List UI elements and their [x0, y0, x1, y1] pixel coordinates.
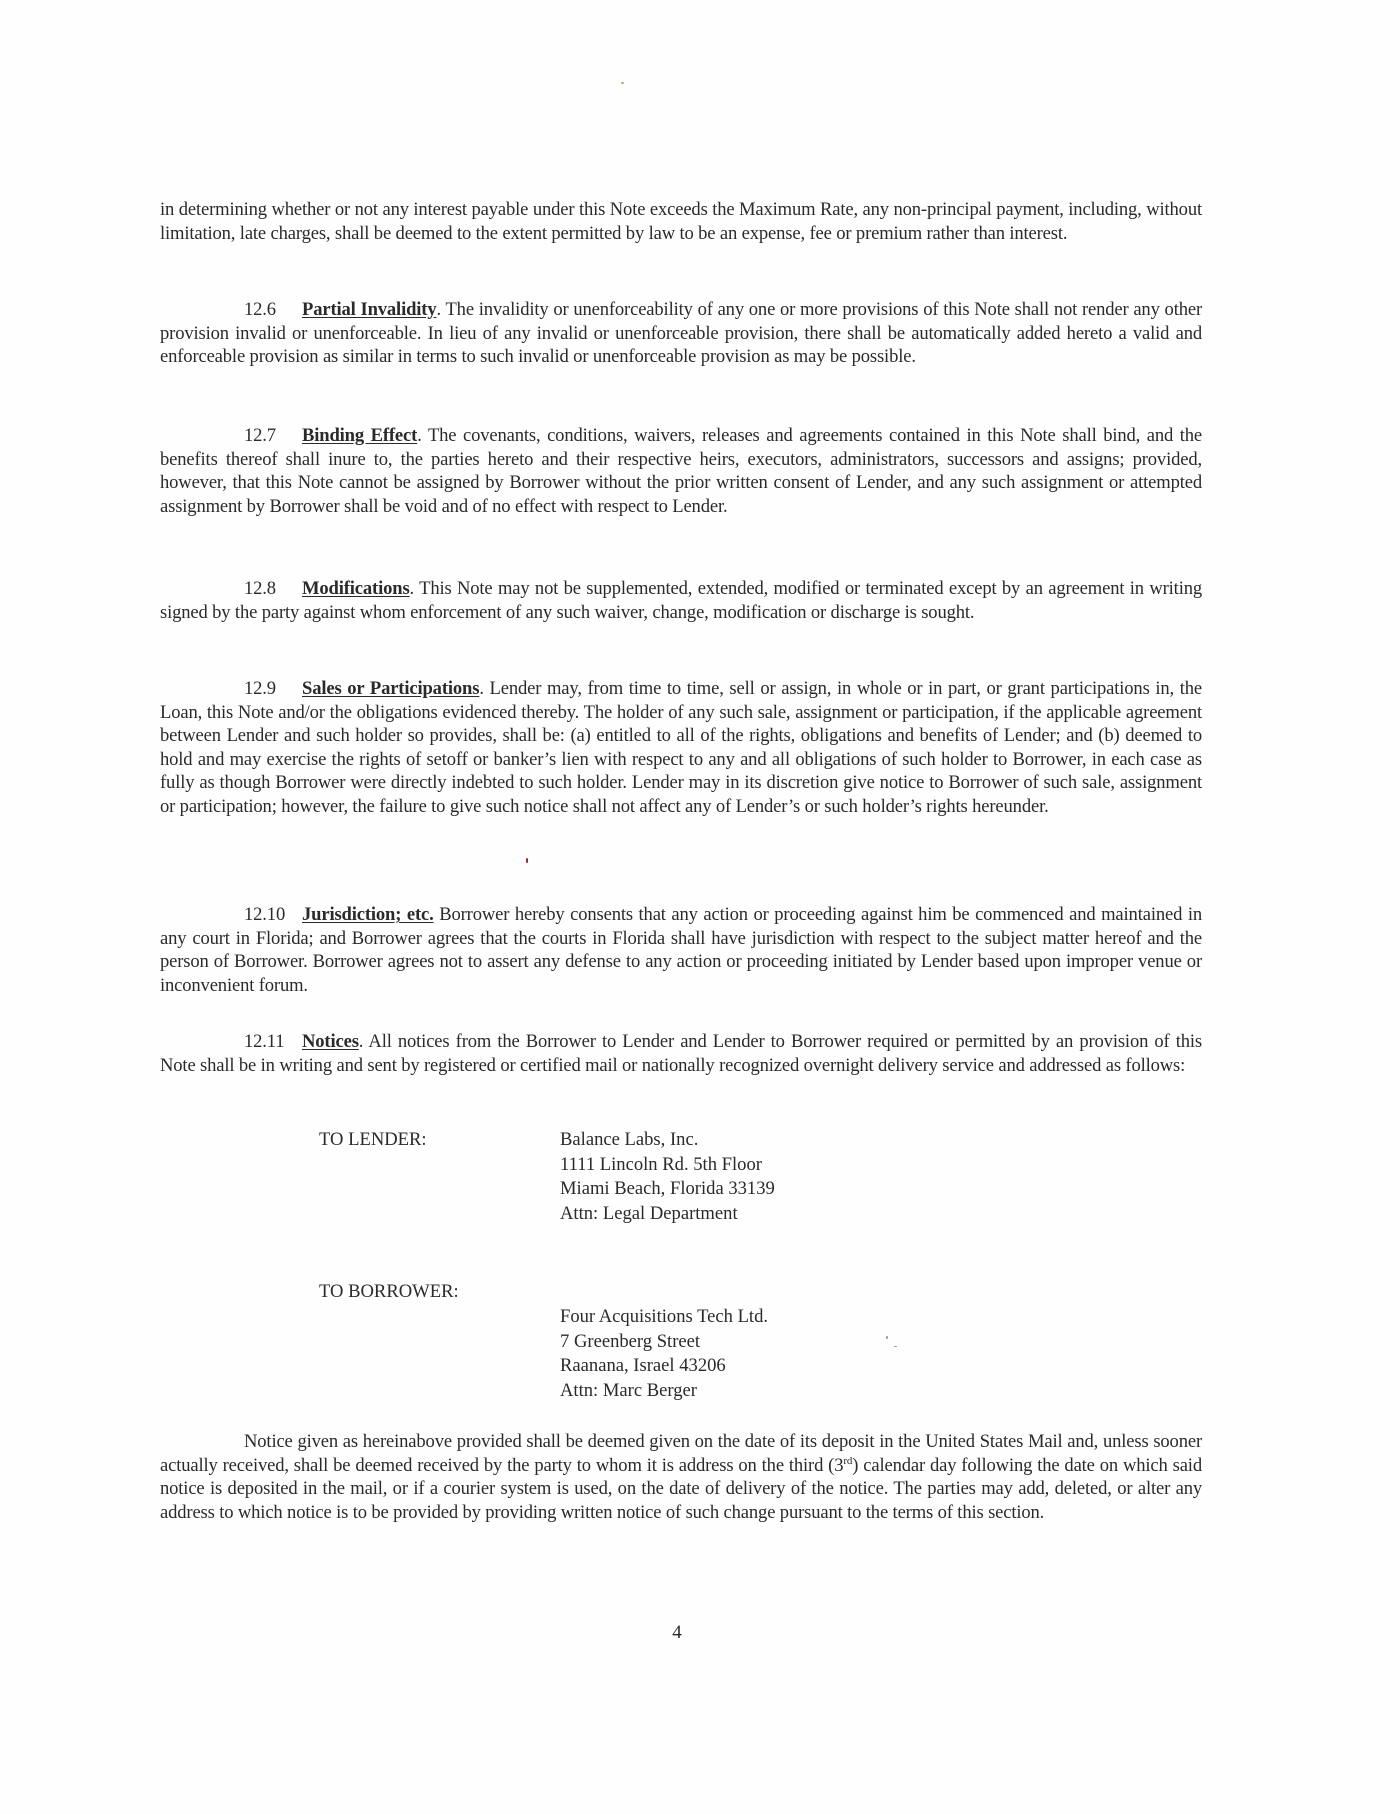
- section-number: 12.6: [244, 299, 276, 320]
- section-paragraph: [160, 298, 1202, 369]
- scan-speck: [886, 1336, 888, 1339]
- section-12-9: [160, 677, 1202, 843]
- section-title-punct: .: [417, 425, 422, 446]
- section-text: Lender may, from time to time, sell or assign, in whole or in part, or grant participations in, the Loan, this Note and/or the obligations evidenced thereby. The holder of any such sale, assignment or participation, if the applicable agreement between Lender and such holder so provides, shall be: (a) entitled to all of the rights, obligations and benefits of Lender; and (b) deemed to hold and may exercise the rights of setoff or banker’s lien with respect to any and all obligations of such holder to Borrower, in each case as fully as though Borrower were directly indebted to such holder. Lender may in its discretion give notice to Borrower of such sale, assignment or participation; however, the failure to give such notice shall not affect any of Lender’s or such holder’s rights hereunder.: [160, 678, 1202, 817]
- section-text: The invalidity or unenforceability of any one or more provisions of this Note shall not render any other provision invalid or unenforceable. In lieu of any invalid or unenforceable provision, there shall be automatically added hereto a valid and enforceable provision as similar in terms to such invalid or unenforceable provision as may be possible.: [160, 299, 1202, 368]
- scan-speck: [526, 858, 528, 863]
- section-12-10: [160, 903, 1202, 1021]
- section-title-punct: .: [358, 1031, 364, 1052]
- lender-attn: Attn: Legal Department: [560, 1202, 738, 1224]
- closing-text-start: Notice given as hereinabove provided shall be deemed given on the date of its deposit in the United States Mail and, unless sooner actually received, shall be deemed received by the party to whom it is address on the third (3: [160, 1431, 1202, 1476]
- intro-section: [160, 198, 1202, 269]
- lender-label: TO LENDER:: [319, 1129, 427, 1150]
- lender-city: Miami Beach, Florida 33139: [560, 1178, 775, 1200]
- section-paragraph: [160, 903, 1202, 997]
- section-paragraph: [160, 677, 1202, 819]
- section-paragraph: [160, 577, 1202, 624]
- section-12-8: [160, 577, 1202, 648]
- section-paragraph: [160, 424, 1202, 518]
- ordinal-superscript: rd: [843, 1454, 853, 1467]
- scan-speck: [621, 82, 624, 84]
- borrower-street: 7 Greenberg Street: [560, 1330, 701, 1352]
- lender-company: Balance Labs, Inc.: [560, 1129, 699, 1150]
- section-text: This Note may not be supplemented, extended, modified or terminated except by an agreement in writing signed by the party against whom enforcement of any such waiver, change, modification or discharge is sought.: [160, 578, 1202, 623]
- section-title: Partial Invalidity: [302, 299, 437, 320]
- section-number: 12.10: [244, 904, 286, 925]
- section-title-punct: .: [479, 678, 484, 699]
- borrower-label: TO BORROWER:: [319, 1281, 459, 1302]
- section-number: 12.7: [244, 425, 276, 446]
- section-title-punct: .: [409, 578, 415, 599]
- section-paragraph: [160, 1030, 1202, 1077]
- scan-speck: [894, 1346, 897, 1347]
- borrower-city: Raanana, Israel 43206: [560, 1355, 726, 1377]
- section-title: Sales or Participations: [302, 678, 480, 699]
- section-title-punct: .: [436, 299, 441, 320]
- section-text: All notices from the Borrower to Lender and Lender to Borrower required or permitted by an provision of this Note shall be in writing and sent by registered or certified mail or nationally recognized overnight delivery service and addressed as follows:: [160, 1031, 1202, 1076]
- lender-street: 1111 Lincoln Rd. 5th Floor: [560, 1153, 762, 1175]
- section-number: 12.8: [244, 578, 276, 599]
- section-12-11: [160, 1030, 1202, 1101]
- section-title: Modifications: [302, 578, 410, 599]
- intro-paragraph: in determining whether or not any interest payable under this Note exceeds the Maximum Rate, any non-principal payment, including, without limitation, late charges, shall be deemed to the extent permitted by law to be an expense, fee or premium rather than interest.: [160, 199, 1202, 244]
- page-number: 4: [672, 1622, 682, 1643]
- section-number: 12.9: [244, 678, 276, 699]
- section-title: Notices: [302, 1031, 359, 1052]
- section-text: Borrower hereby consents that any action or proceeding against him be commenced and maintained in any court in Florida; and Borrower agrees that the courts in Florida shall have jurisdiction with respect to the subject matter hereof and the person of Borrower. Borrower agrees not to assert any defense to any action or proceeding initiated by Lender based upon improper venue or inconvenient forum.: [160, 904, 1202, 996]
- closing-paragraph: [160, 1430, 1202, 1524]
- lender-address-lines: [560, 1128, 775, 1226]
- section-12-6: [160, 298, 1202, 393]
- section-text: The covenants, conditions, waivers, releases and agreements contained in this Note shall bind, and the benefits thereof shall inure to, the parties hereto and their respective heirs, executors, administrators, successors and assigns; provided, however, that this Note cannot be assigned by Borrower without the prior written consent of Lender, and any such assignment or attempted assignment by Borrower shall be void and of no effect with respect to Lender.: [160, 425, 1202, 517]
- closing-section: [160, 1430, 1202, 1548]
- borrower-address-lines: [560, 1305, 768, 1403]
- borrower-company: Four Acquisitions Tech Ltd.: [560, 1306, 769, 1327]
- section-title: Binding Effect: [302, 425, 418, 446]
- borrower-attn: Attn: Marc Berger: [560, 1379, 698, 1401]
- section-title: Jurisdiction; etc.: [302, 904, 434, 925]
- section-number: 12.11: [244, 1031, 285, 1052]
- section-12-7: [160, 424, 1202, 542]
- closing-text-end: ) calendar day following the date on which said notice is deposited in the mail, or if a courier system is used, on the date of delivery of the notice. The parties may add, deleted, or alter any address to which notice is to be provided by providing written notice of such change pursuant to the terms of this section.: [160, 1454, 1202, 1523]
